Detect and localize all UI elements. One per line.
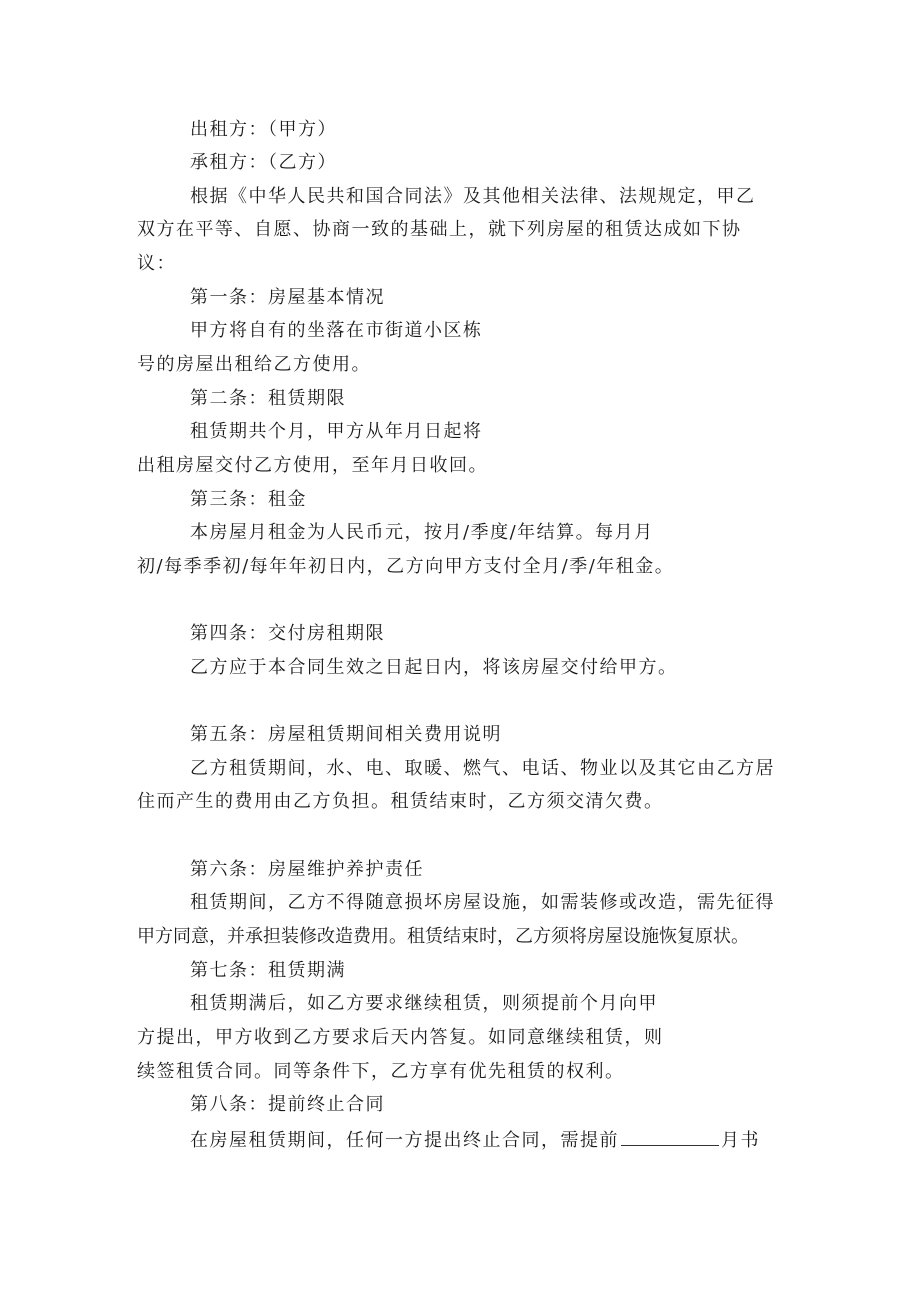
article-7-line-2: 方提出，甲方收到乙方要求后天内答复。如同意继续租赁，则 [137, 1027, 664, 1048]
article-1-line-1: 甲方将自有的坐落在市街道小区栋 [190, 320, 483, 341]
article-4-title: 第四条：交付房租期限 [190, 623, 385, 644]
article-6-title: 第六条：房屋维护养护责任 [190, 859, 424, 880]
article-5-line-1: 乙方租赁期间，水、电、取暖、燃气、电话、物业以及其它由乙方居 [190, 758, 775, 779]
article-8-text-before-blank: 在房屋租赁期间，任何一方提出终止合同，需提前 [190, 1130, 619, 1151]
article-6-line-1: 租赁期间，乙方不得随意损坏房屋设施，如需装修或改造，需先征得 [190, 892, 775, 913]
article-3-title: 第三条：租金 [190, 489, 307, 510]
article-5-title: 第五条：房屋租赁期间相关费用说明 [190, 724, 502, 745]
article-3-line-2: 初/每季季初/每年年初日内，乙方向甲方支付全月/季/年租金。 [137, 556, 675, 577]
article-8-text-after-blank: 月书 [721, 1130, 760, 1151]
article-5-line-2: 住而产生的费用由乙方负担。租赁结束时，乙方须交清欠费。 [137, 791, 664, 812]
article-4-line-1: 乙方应于本合同生效之日起日内，将该房屋交付给甲方。 [190, 657, 678, 678]
article-7-line-1: 租赁期满后，如乙方要求继续租赁，则须提前个月向甲 [190, 993, 658, 1014]
fill-in-blank [621, 1127, 719, 1146]
preamble-line-3: 议： [137, 253, 176, 274]
article-8-line-1 [190, 1127, 760, 1153]
lessor-line: 出租方：（甲方） [190, 119, 337, 140]
article-1-line-2: 号的房屋出租给乙方使用。 [137, 354, 371, 375]
article-3-line-1: 本房屋月租金为人民币元，按月/季度/年结算。每月月 [190, 522, 654, 543]
article-1-title: 第一条：房屋基本情况 [190, 287, 385, 308]
article-7-title: 第七条：租赁期满 [190, 960, 346, 981]
preamble-line-2: 双方在平等、自愿、协商一致的基础上，就下列房屋的租赁达成如下协 [137, 219, 742, 240]
article-8-title: 第八条：提前终止合同 [190, 1094, 385, 1115]
article-7-line-3: 续签租赁合同。同等条件下，乙方享有优先租赁的权利。 [137, 1061, 625, 1082]
article-6-line-2: 甲方同意，并承担装修改造费用。租赁结束时，乙方须将房屋设施恢复原状。 [137, 926, 749, 947]
article-2-title: 第二条：租赁期限 [190, 388, 346, 409]
article-2-line-2: 出租房屋交付乙方使用，至年月日收回。 [137, 455, 488, 476]
lessee-line: 承租方：（乙方） [190, 152, 337, 173]
preamble-line-1: 根据《中华人民共和国合同法》及其他相关法律、法规规定，甲乙 [190, 186, 756, 207]
article-2-line-1: 租赁期共个月，甲方从年月日起将 [190, 421, 483, 442]
